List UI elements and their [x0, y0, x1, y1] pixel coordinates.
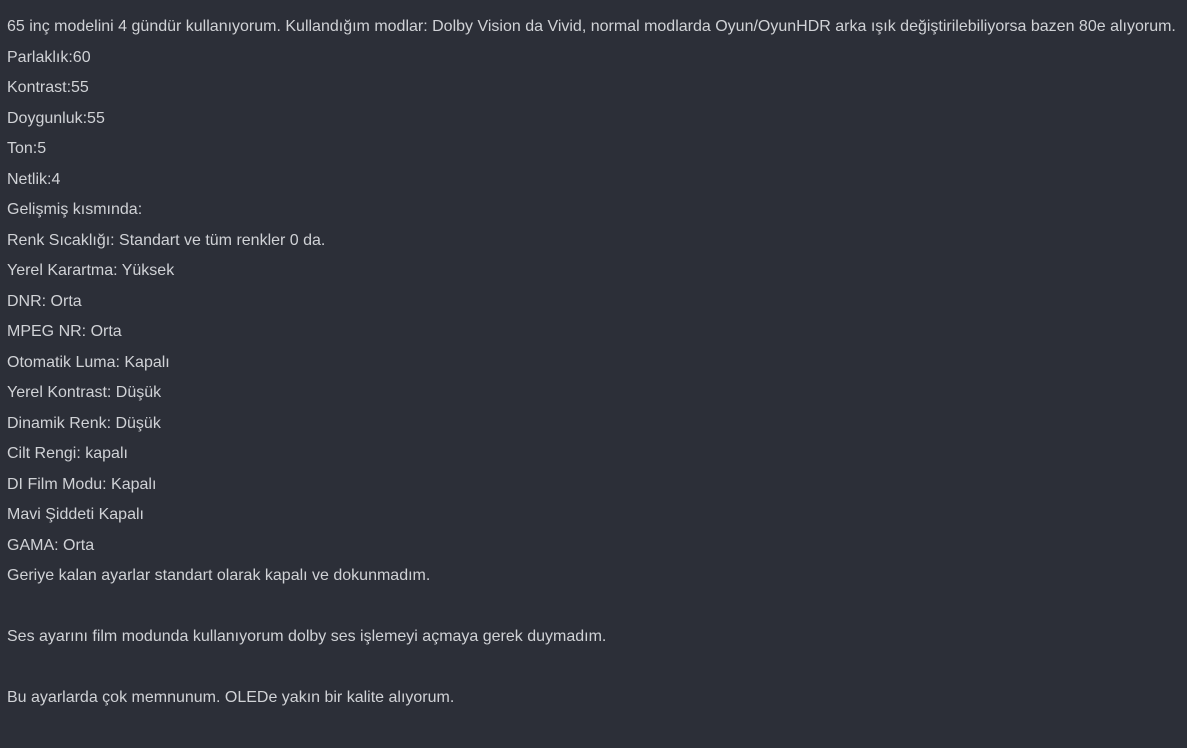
setting-local-contrast: Yerel Kontrast: Düşük	[7, 384, 162, 401]
setting-di-film-mode: DI Film Modu: Kapalı	[7, 475, 157, 493]
conclusion-note: Bu ayarlarda çok memnunum. OLEDe yakın bir kalite alıyorum.	[7, 689, 455, 706]
setting-mpeg-nr: MPEG NR: Orta	[7, 323, 122, 340]
setting-skin-tone: Cilt Rengi: kapalı	[7, 445, 128, 462]
setting-tone: Ton:5	[7, 140, 47, 157]
setting-color-temperature: Renk Sıcaklığı: Standart ve tüm renkler 0 da.	[7, 231, 326, 249]
setting-blue-intensity: Mavi Şiddeti Kapalı	[7, 506, 144, 523]
setting-sharpness: Netlik:4	[7, 170, 61, 188]
setting-saturation: Doygunluk:55	[7, 109, 105, 127]
setting-local-dimming: Yerel Karartma: Yüksek	[7, 262, 175, 279]
remaining-settings-note: Geriye kalan ayarlar standart olarak kapalı ve dokunmadım.	[7, 567, 431, 584]
post-intro-paragraph: 65 inç modelini 4 gündür kullanıyorum. Kullandığım modlar: Dolby Vision da Vivid, normal modlarda Oyun/OyunHDR arka ışık değiştirilebiliyorsa bazen 80e alıyorum.	[7, 18, 1176, 35]
setting-auto-luma: Otomatik Luma: Kapalı	[7, 353, 170, 371]
sound-settings-note: Ses ayarını film modunda kullanıyorum dolby ses işlemeyi açmaya gerek duymadım.	[7, 628, 607, 645]
setting-contrast: Kontrast:55	[7, 79, 89, 96]
advanced-section-header: Gelişmiş kısmında:	[7, 201, 143, 218]
setting-brightness: Parlaklık:60	[7, 48, 91, 66]
setting-dynamic-color: Dinamik Renk: Düşük	[7, 414, 161, 432]
setting-dnr: DNR: Orta	[7, 292, 82, 310]
setting-gamma: GAMA: Orta	[7, 536, 95, 554]
